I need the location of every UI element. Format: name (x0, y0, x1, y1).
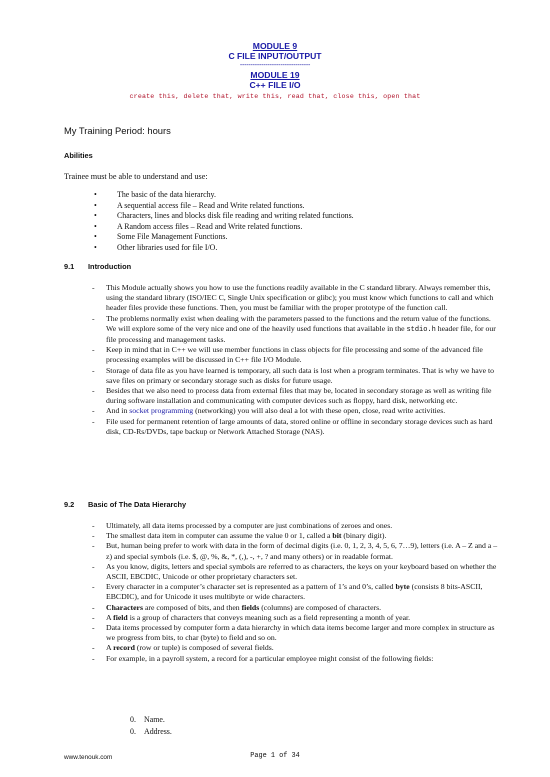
socket-programming-link[interactable]: socket programming (129, 406, 194, 416)
header-separator: --------------------------------- (239, 61, 311, 69)
header-file-code: stdio.h (406, 325, 436, 334)
data-hierarchy-list (92, 521, 500, 664)
abilities-list (94, 190, 354, 253)
introduction-list (92, 283, 500, 437)
list-item: - Ultimately, all data items processed by a computer are just combinations of zeroes and ones. (92, 521, 393, 530)
header-tagline: create this, delete that, write this, read that, close this, open that (129, 92, 421, 100)
list-item: 0. Address. (130, 727, 172, 736)
list-item: - Data items processed by computer form a data hierarchy in which data items become larger and more complex in structure as we progress from bits, to char (byte) to field and so on. (92, 623, 495, 643)
list-item: - The problems normally exist when dealing with the parameters passed to the functions and the return value of the functions. We will explore some of the very nice and one of the heavily used functions that available in the stdio.h header file, for our file processing and management tasks. (92, 313, 496, 345)
footer-page-number: Page 1 of 34 (250, 752, 300, 760)
list-item: • A sequential access file – Read and Write related functions. (94, 200, 305, 210)
list-item: - For example, in a payroll system, a record for a particular employee might consist of the following fields: (92, 653, 434, 663)
list-item: • Other libraries used for file I/O. (94, 242, 218, 252)
list-item: - But, human being prefer to work with data in the form of decimal digits (i.e. 0, 1, 2, 3, 4, 5, 6, 7…9), letters (i.e. A – Z and a – z) and special symbols (i.e. $, @, %, &, *, (,), -, +, ? and many others) or in readable format. (92, 541, 498, 561)
section-heading-introduction: 9.1 Introduction (64, 262, 132, 271)
list-item: - Besides that we also need to process data from external files that may be, located in secondary storage as well as writing file during software installation and communicating with computer devices such as floppy, hard disk, networking etc. (92, 386, 492, 406)
list-item: - Every character in a computer’s character set is represented as a pattern of 1’s and 0’s, called byte (consists 8 bits-ASCII, EBCDIC), and for Unicode it uses multibyte or wide characters. (92, 582, 483, 602)
list-item: - As you know, digits, letters and special symbols are referred to as characters, the keys on your keyboard based on whether the ASCII, EBCDIC, Unicode or other proprietary characters set. (92, 561, 497, 582)
list-item: - This Module actually shows you how to use the functions readily available in the C standard library. Always remember this, using the standard library (ISO/IEC C, Single Unix specification or glibc); you must know which functions to call and which header files provide these functions. Then, you must be familiar with the proper prototype of the function call. (92, 283, 494, 313)
training-period: My Training Period: hours (64, 125, 171, 136)
list-item: 0. Name. (130, 715, 165, 724)
list-item: - Storage of data file as you have learned is temporary, all such data is lost when a program terminates. That is why we have to save files on primary or secondary storage such as disks for future usage. (92, 365, 495, 385)
list-item: - The smallest data item in computer can assume the value 0 or 1, called a bit (binary digit). (92, 531, 387, 541)
module-9-label: MODULE 9 (252, 41, 298, 51)
list-item: • Some File Management Functions. (94, 232, 228, 241)
page-header (0, 41, 550, 102)
abilities-intro: Trainee must be able to understand and use: (64, 172, 208, 181)
list-item: - Keep in mind that in C++ we will use member functions in class objects for file processing and some of the advanced file processing examples will be discussed in C++ file I/O Module. (92, 345, 483, 365)
list-item: - File used for permanent retention of large amounts of data, stored online or offline in secondary storage devices such as hard disk, CD-Rs/DVDs, tape backup or Network Attached Storage (NAS). (92, 416, 493, 436)
module-9-title: C FILE INPUT/OUTPUT (228, 51, 322, 62)
list-item: - A record (row or tuple) is composed of several fields. (92, 643, 274, 653)
module-19-title: C++ FILE I/O (249, 80, 301, 91)
record-fields-list (130, 714, 172, 738)
list-item: - A field is a group of characters that conveys meaning such as a field representing a month of year. (92, 612, 411, 622)
list-item: - Characters are composed of bits, and then fields (columns) are composed of characters. (92, 602, 382, 612)
list-item: • The basic of the data hierarchy. (94, 190, 216, 199)
section-heading-data-hierarchy: 9.2 Basic of The Data Hierarchy (64, 500, 187, 509)
abilities-heading: Abilities (64, 151, 93, 160)
module-19-label: MODULE 19 (250, 69, 300, 80)
footer-site: www.tenouk.com (64, 754, 113, 761)
list-item: • Characters, lines and blocks disk file reading and writing related functions. (94, 211, 354, 220)
list-item: - And in socket programming (networking) you will also deal a lot with these open, close, read write activities. (92, 406, 446, 416)
list-item: • A Random access files – Read and Write related functions. (94, 221, 303, 231)
